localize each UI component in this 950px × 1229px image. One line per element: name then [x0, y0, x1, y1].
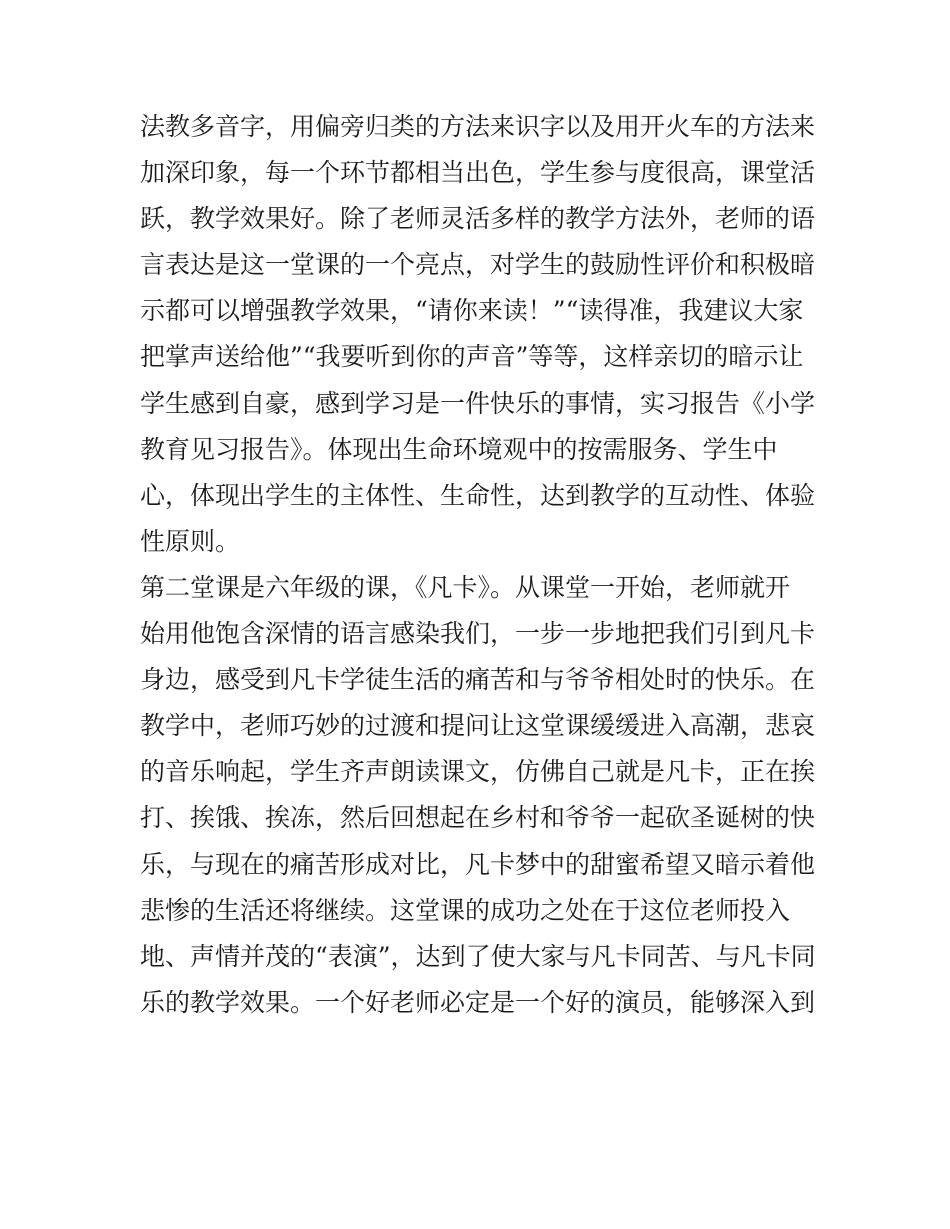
text-line: 打、挨饿、挨冻，然后回想起在乡村和爷爷一起砍圣诞树的快	[140, 803, 816, 833]
text-line: 乐的教学效果。一个好老师必定是一个好的演员，能够深入到	[140, 987, 816, 1017]
text-line: 法教多音字，用偏旁归类的方法来识字以及用开火车的方法来	[140, 112, 816, 141]
text-line: 把掌声送给他”“我要听到你的声音”等等，这样亲切的暗示让	[140, 342, 804, 372]
text-line: 悲惨的生活还将继续。这堂课的成功之处在于这位老师投入	[140, 895, 791, 925]
text-line: 示都可以增强教学效果，“请你来读！”“读得准，我建议大家	[140, 296, 804, 326]
text-line: 学生感到自豪，感到学习是一件快乐的事情，实习报告《小学	[140, 388, 816, 418]
text-line: 跃，教学效果好。除了老师灵活多样的教学方法外，老师的语	[140, 204, 816, 234]
text-line: 第二堂课是六年级的课，《凡卡》。从课堂一开始，老师就开	[140, 572, 791, 602]
body-text	[140, 104, 820, 1026]
text-line: 教学中，老师巧妙的过渡和提问让这堂课缓缓进入高潮，悲哀	[140, 711, 816, 741]
text-line: 地、声情并茂的“表演”，达到了使大家与凡卡同苦、与凡卡同	[140, 941, 816, 971]
text-line: 加深印象，每一个环节都相当出色，学生参与度很高，课堂活	[140, 158, 816, 188]
text-line: 身边，感受到凡卡学徒生活的痛苦和与爷爷相处时的快乐。在	[140, 665, 816, 695]
text-line: 的音乐响起，学生齐声朗读课文，仿佛自己就是凡卡，正在挨	[140, 757, 816, 787]
text-line: 乐，与现在的痛苦形成对比，凡卡梦中的甜蜜希望又暗示着他	[140, 849, 816, 879]
text-line: 心，体现出学生的主体性、生命性，达到教学的互动性、体验	[140, 480, 816, 510]
text-line: 始用他饱含深情的语言感染我们，一步一步地把我们引到凡卡	[140, 619, 816, 649]
text-line: 言表达是这一堂课的一个亮点，对学生的鼓励性评价和积极暗	[140, 250, 816, 280]
text-line: 性原则。	[140, 526, 241, 556]
text-line: 教育见习报告》。体现出生命环境观中的按需服务、学生中	[140, 434, 778, 464]
